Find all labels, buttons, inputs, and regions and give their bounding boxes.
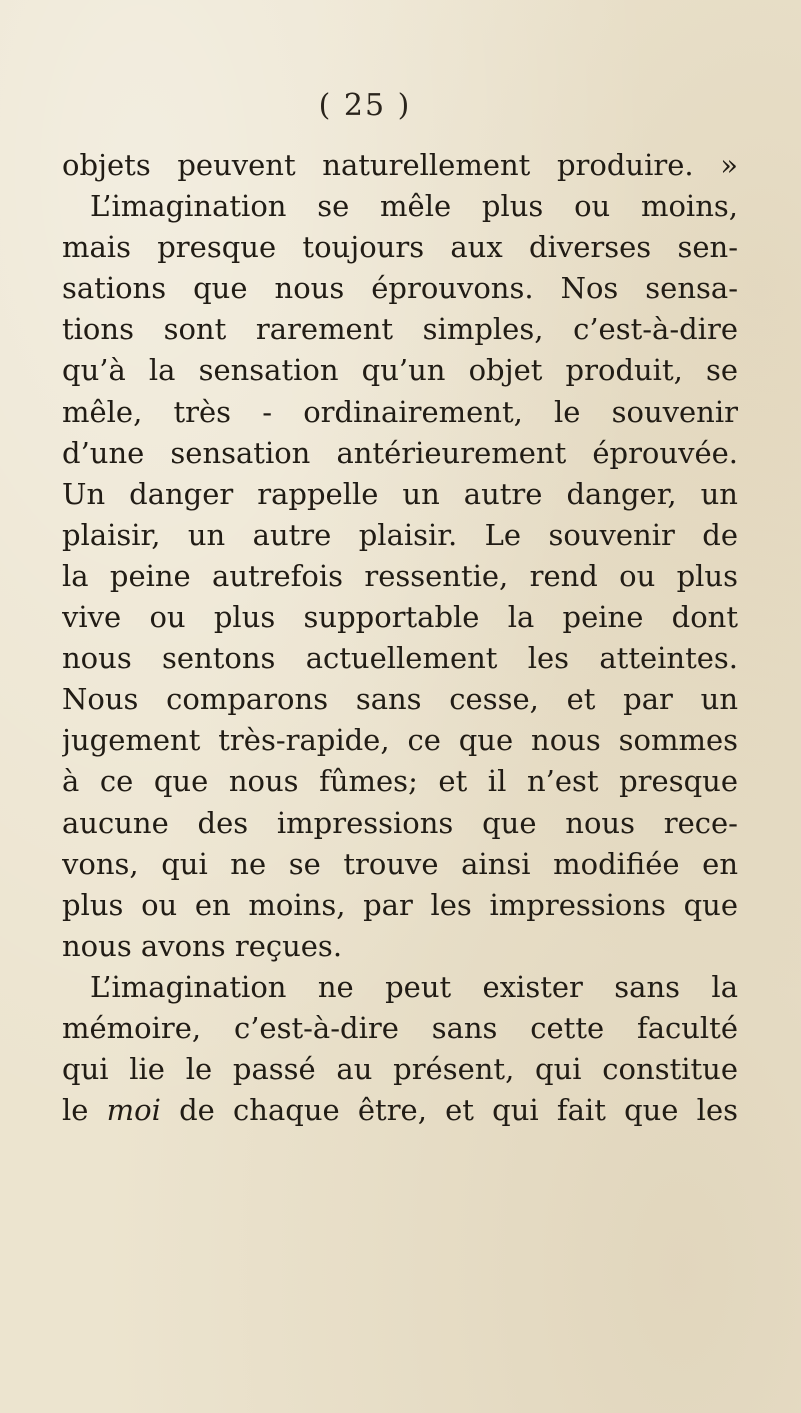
text-line: sations que nous éprouvons. Nos sensa- (62, 271, 738, 306)
text-line: Nous comparons sans cesse, et par un (62, 682, 738, 717)
text-line: la peine autrefois ressentie, rend ou plus (62, 558, 738, 593)
text-line: plus ou en moins, par les impressions que (62, 887, 738, 922)
text-line: L’imagination ne peut exister sans la (90, 969, 738, 1004)
body-text (62, 145, 738, 1131)
text-fragment: de chaque être, et qui fait que les (179, 1093, 738, 1128)
text-line-mixed (62, 1090, 738, 1131)
text-line: mêle, très - ordinairement, le souvenir (62, 394, 738, 429)
text-fragment: le (62, 1093, 89, 1128)
text-line: nous avons reçues. (62, 928, 343, 963)
text-line: plaisir, un autre plaisir. Le souvenir de (62, 517, 738, 552)
text-line: mémoire, c’est-à-dire sans cette faculté (62, 1010, 738, 1045)
page-number: ( 25 ) (318, 88, 412, 123)
text-line: mais presque toujours aux diverses sen- (62, 230, 738, 265)
text-line: tions sont rarement simples, c’est-à-dire (62, 312, 738, 347)
text-line: L’imagination se mêle plus ou moins, (90, 189, 738, 224)
text-line: aucune des impressions que nous rece- (62, 805, 738, 840)
text-line: Un danger rappelle un autre danger, un (62, 476, 738, 511)
text-line: vive ou plus supportable la peine dont (62, 600, 738, 635)
text-line: à ce que nous fûmes; et il n’est presque (62, 764, 738, 799)
text-line: jugement très-rapide, ce que nous sommes (62, 723, 738, 758)
text-line: objets peuvent naturellement produire. » (62, 148, 738, 182)
text-line: nous sentons actuellement les atteintes. (62, 641, 738, 676)
text-line: qui lie le passé au présent, qui constitue (62, 1052, 738, 1087)
text-line: vons, qui ne se trouve ainsi modifiée en (62, 846, 738, 881)
italic-word: moi (106, 1093, 161, 1128)
text-line: qu’à la sensation qu’un objet produit, se (62, 353, 738, 388)
text-line: d’une sensation antérieurement éprouvée. (62, 435, 738, 470)
